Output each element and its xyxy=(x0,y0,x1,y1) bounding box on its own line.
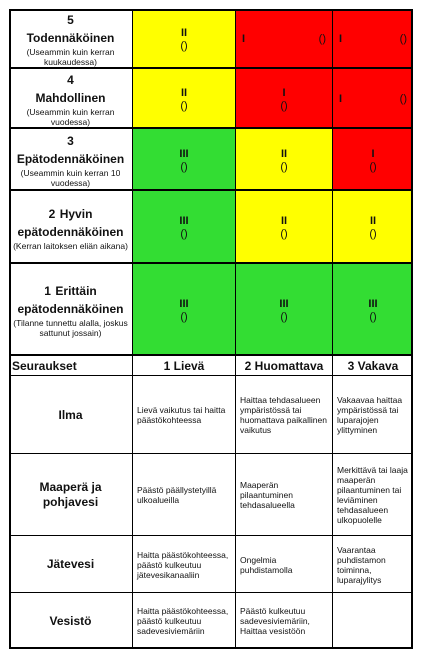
likelihood-name: Epätodennäköinen xyxy=(16,152,125,166)
consequence-row xyxy=(9,454,413,536)
risk-cell-content xyxy=(236,9,332,69)
risk-cell-content xyxy=(236,191,332,264)
risk-class-paren: () xyxy=(280,228,288,240)
likelihood-description: (Tilanne tunnettu alalla, joskus sattunut jossain) xyxy=(13,318,128,338)
consequence-description: Päästö päällystetyillä ulkoalueilla xyxy=(133,454,236,536)
consequence-description: Merkittävä tai laaja maaperän pilaantuminen tai leviäminen tehdasalueen ulkopuolelle xyxy=(337,465,408,525)
likelihood-title xyxy=(13,205,128,241)
risk-cell-content xyxy=(333,9,413,69)
risk-matrix xyxy=(9,9,413,649)
likelihood-name: Hyvin epätodennäköinen xyxy=(17,206,124,239)
risk-cell xyxy=(333,69,413,129)
risk-cell xyxy=(133,264,236,356)
risk-class-label: II xyxy=(180,86,188,99)
risk-class-label: I xyxy=(339,32,343,45)
risk-class-paren: () xyxy=(180,228,188,240)
likelihood-title xyxy=(13,132,128,168)
consequence-description: Lievä vaikutus tai haitta päästökohteessa xyxy=(133,376,236,454)
risk-class-paren: () xyxy=(280,99,288,112)
risk-class-label: III xyxy=(179,215,189,227)
risk-class-label: III xyxy=(279,297,289,310)
risk-cell xyxy=(333,191,413,264)
consequence-header-cell: Seuraukset xyxy=(9,356,133,376)
risk-class-paren: () xyxy=(180,99,188,112)
risk-class-paren: () xyxy=(369,228,377,240)
likelihood-row xyxy=(9,9,413,69)
risk-class-label: II xyxy=(280,147,288,160)
consequence-description: Haittaa tehdasalueen ympäristössä tai huomattava paikallinen vaikutus xyxy=(236,376,333,454)
likelihood-title xyxy=(13,71,128,107)
likelihood-number: 4 xyxy=(67,73,74,87)
likelihood-title xyxy=(13,11,128,47)
risk-cell xyxy=(333,129,413,191)
risk-cell xyxy=(133,191,236,264)
risk-class-label: I xyxy=(339,92,343,105)
risk-class-label: II xyxy=(180,26,188,39)
risk-class-label: III xyxy=(179,147,189,160)
risk-cell xyxy=(236,9,333,69)
likelihood-name: Erittäin epätodennäköinen xyxy=(17,284,124,316)
risk-cell xyxy=(133,129,236,191)
risk-cell-content xyxy=(133,191,235,264)
risk-class-paren: () xyxy=(180,39,188,52)
likelihood-description: (Useammin kuin kerran 10 vuodessa) xyxy=(20,168,121,188)
consequence-description: Maaperän pilaantuminen tehdasalueella xyxy=(236,454,333,536)
consequence-header-cell: 2 Huomattava xyxy=(236,356,333,376)
risk-class-paren: () xyxy=(369,160,377,173)
likelihood-label-cell xyxy=(9,191,133,264)
risk-class-paren: () xyxy=(280,310,288,323)
consequence-header-cell: 3 Vakava xyxy=(347,359,399,373)
risk-class-paren: () xyxy=(399,33,407,45)
likelihood-name: Todennäköinen xyxy=(26,31,115,45)
risk-class-label: I xyxy=(371,147,375,160)
likelihood-description: (Kerran laitoksen eliän aikana) xyxy=(13,240,128,251)
likelihood-row xyxy=(9,69,413,129)
risk-cell-content xyxy=(333,129,413,191)
risk-class-paren: () xyxy=(280,160,288,173)
likelihood-description: (Useammin kuin kerran kuukaudessa) xyxy=(26,47,115,67)
consequence-category: Ilma xyxy=(9,376,133,454)
risk-cell xyxy=(236,69,333,129)
likelihood-title xyxy=(13,282,128,318)
risk-cell xyxy=(333,9,413,69)
risk-class-paren: () xyxy=(369,310,377,323)
likelihood-row xyxy=(9,264,413,356)
consequence-category: Maaperä ja pohjavesi xyxy=(9,454,133,536)
likelihood-label-cell xyxy=(9,264,133,356)
consequence-description: Haitta päästökohteessa, päästö kulkeutuu sadevesiviemäriin xyxy=(133,593,236,649)
risk-class-label: I xyxy=(282,86,286,99)
likelihood-label-cell xyxy=(9,69,133,129)
consequence-header-row xyxy=(9,356,413,376)
consequence-category: Jätevesi xyxy=(9,536,133,593)
risk-class-label: III xyxy=(179,297,189,310)
risk-cell xyxy=(333,264,413,356)
consequence-category: Vesistö xyxy=(9,593,133,649)
risk-cell xyxy=(133,69,236,129)
consequence-description: Ongelmia puhdistamolla xyxy=(236,536,333,593)
likelihood-number: 1 xyxy=(44,284,51,298)
consequence-row xyxy=(9,376,413,454)
consequence-row xyxy=(9,536,413,593)
risk-cell xyxy=(236,129,333,191)
risk-class-label: I xyxy=(242,32,246,45)
likelihood-name: Mahdollinen xyxy=(35,91,106,105)
risk-class-paren: () xyxy=(318,33,326,45)
risk-class-label: II xyxy=(369,215,377,227)
risk-cell-content xyxy=(333,69,413,129)
likelihood-row xyxy=(9,191,413,264)
likelihood-label-cell xyxy=(9,9,133,69)
consequence-description xyxy=(333,593,413,649)
risk-cell-content xyxy=(333,264,413,356)
consequence-description: Vakaavaa haittaa ympäristössä tai luparajojen ylittyminen xyxy=(337,395,403,435)
risk-cell-content xyxy=(133,69,235,129)
risk-cell-content xyxy=(133,264,235,356)
risk-class-label: II xyxy=(280,215,288,227)
likelihood-label-cell xyxy=(9,129,133,191)
consequence-description: Haitta päästökohteessa, päästö kulkeutuu jätevesikanaaliin xyxy=(133,536,236,593)
risk-cell-content xyxy=(333,191,413,264)
risk-class-paren: () xyxy=(180,160,188,173)
risk-cell xyxy=(236,191,333,264)
likelihood-number: 3 xyxy=(67,134,74,148)
risk-cell-content xyxy=(236,264,332,356)
consequence-header-cell: 1 Lievä xyxy=(133,356,236,376)
risk-class-label: III xyxy=(368,297,378,310)
risk-class-paren: () xyxy=(399,93,407,105)
likelihood-number: 2 xyxy=(48,206,56,221)
consequence-description: Päästö kulkeutuu sadevesiviemäriin, Haittaa vesistöön xyxy=(236,593,333,649)
risk-cell xyxy=(236,264,333,356)
risk-class-paren: () xyxy=(180,310,188,323)
risk-cell-content xyxy=(236,129,332,191)
risk-cell-content xyxy=(236,69,332,129)
likelihood-row xyxy=(9,129,413,191)
risk-cell xyxy=(133,9,236,69)
consequence-description: Vaarantaa puhdistamon toiminna, luparajylitys xyxy=(337,544,386,585)
risk-cell-content xyxy=(133,129,235,191)
consequence-row xyxy=(9,593,413,649)
likelihood-description: (Useammin kuin kerran vuodessa) xyxy=(26,107,115,127)
risk-cell-content xyxy=(133,9,235,69)
likelihood-number: 5 xyxy=(67,13,74,27)
